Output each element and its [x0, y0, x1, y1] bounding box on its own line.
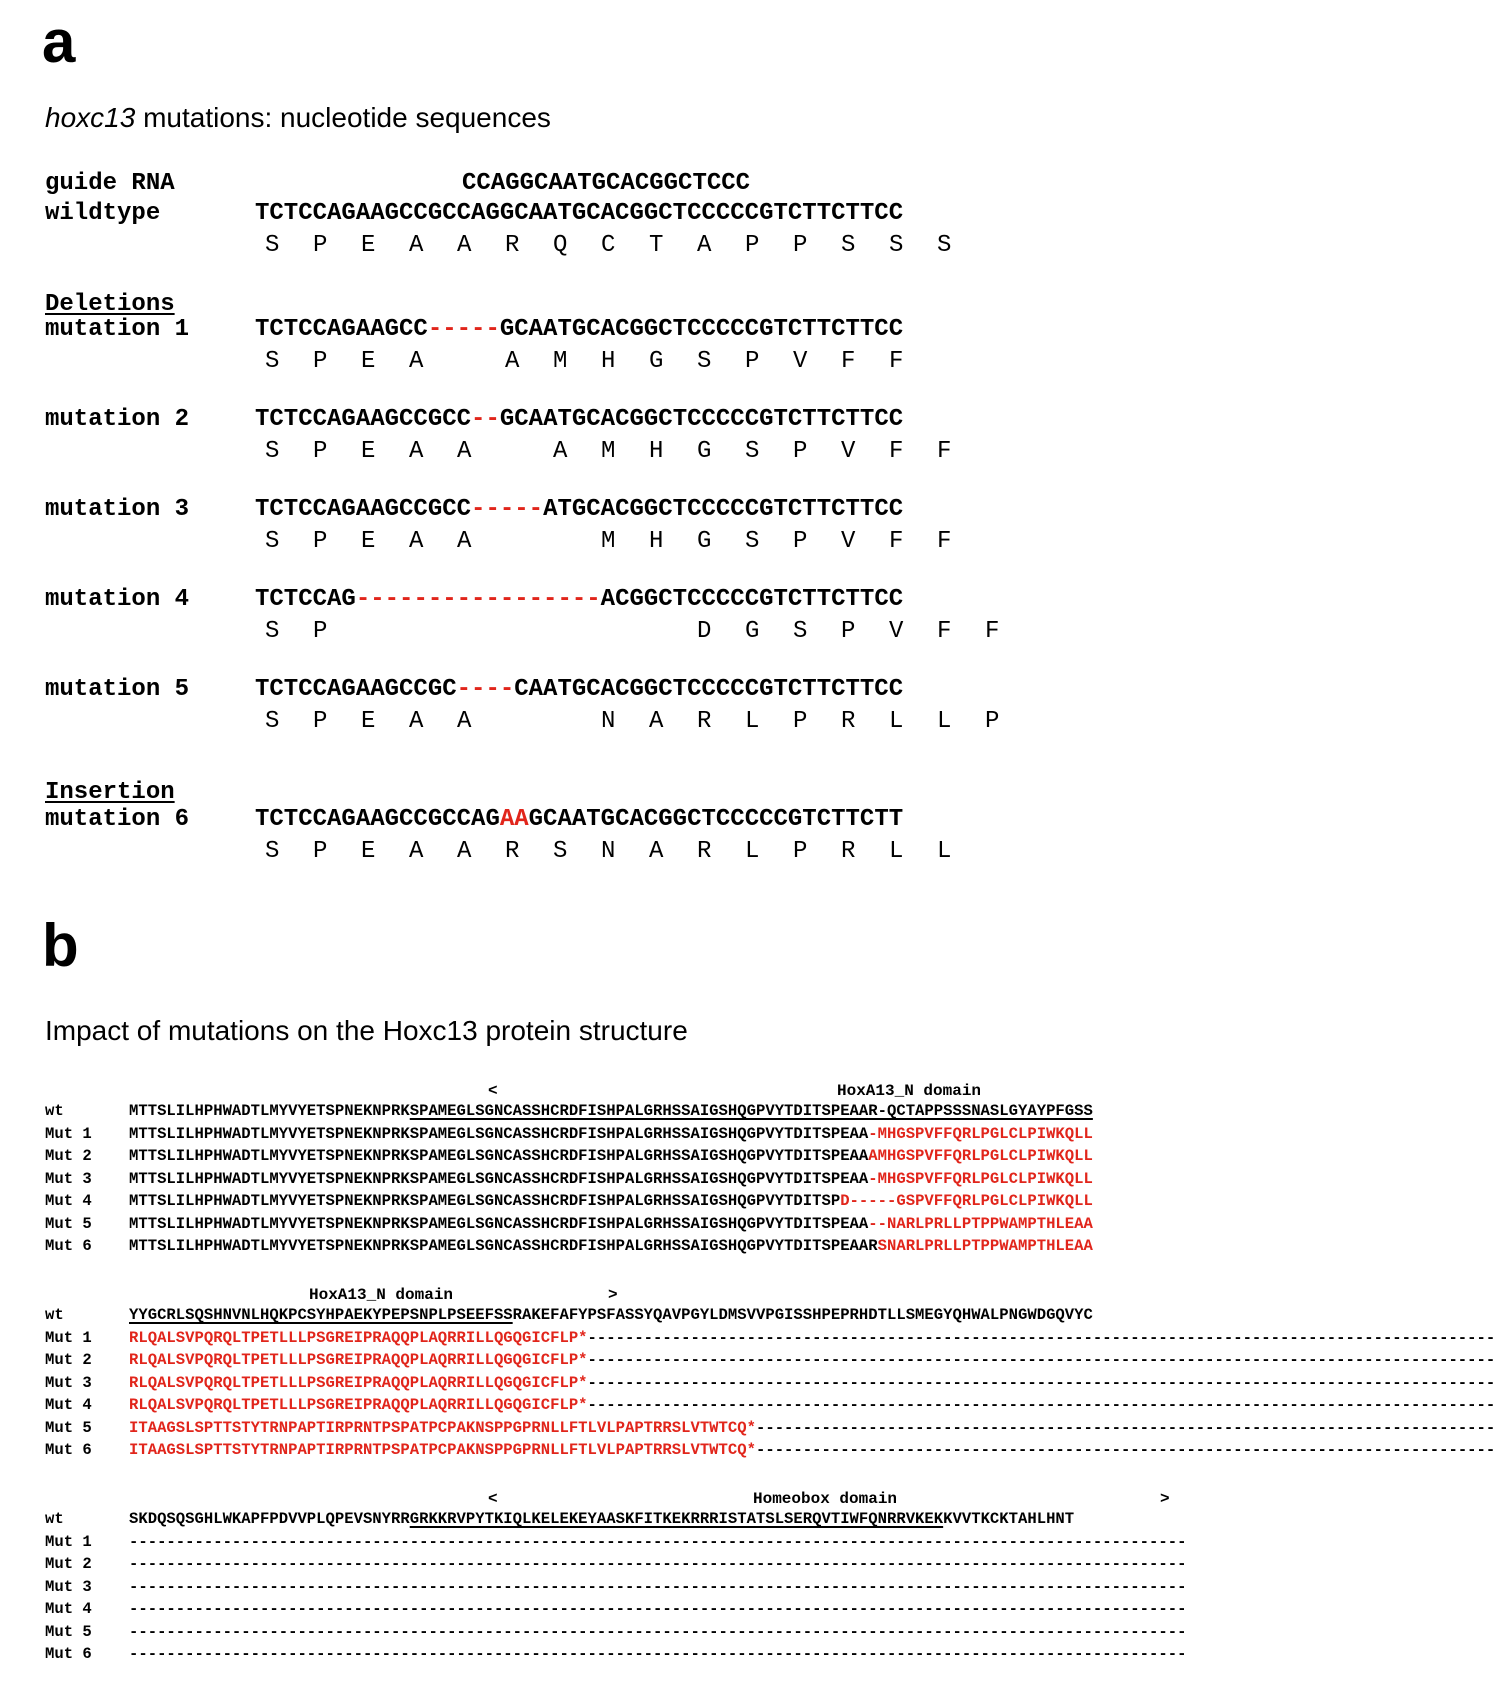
row-name: Mut 5 [45, 1214, 92, 1233]
panel-a-title-rest: mutations: nucleotide sequences [135, 102, 551, 133]
sequence-suffix: ATGCACGGCTCCCCCGTCTTCTTCC [543, 496, 904, 523]
frameshift-sequence: RLQALSVPQRQLTPETLLLPSGREIPRAQQPLAQRRILLQGQGICFLP* [129, 1328, 588, 1347]
truncation-dashes: ------------------------------------------------------------------------------------------------- [587, 1396, 1495, 1414]
row-name: Mut 2 [45, 1147, 92, 1165]
truncation-dashes: ----------------------------------------------------------------------------------------------------------------- [129, 1622, 1187, 1641]
insertion-header: Insertion [45, 779, 175, 806]
row-name: Mut 4 [45, 1192, 92, 1210]
conserved-sequence: MTTSLILHPHWADTLMYVYETSPNEKNPRKSPAMEGLSGNCASSHCRDFISHPALGRHSSAIGSHQGPVYTDITSPEAAR [129, 1237, 878, 1255]
panel-b-letter: b [42, 912, 79, 979]
wt-sequence: SKDQSQSGHLWKAPFPDVVPLQPEVSNYRR [129, 1510, 410, 1528]
wildtype-sequence: TCTCCAGAAGCCGCCAGGCAATGCACGGCTCCCCCGTCTTCTTCC [255, 200, 904, 227]
row-name: wt [45, 1102, 64, 1120]
conserved-sequence: MTTSLILHPHWADTLMYVYETSPNEKNPRKSPAMEGLSGNCASSHCRDFISHPALGRHSSAIGSHQGPVYTDITSPEAA [129, 1147, 869, 1165]
truncation-dashes: ----------------------------------------------------------------------------------------------------------------- [129, 1577, 1187, 1596]
frameshift-sequence: -MHGSPVFFQRLPGLCLPIWKQLL [868, 1124, 1093, 1143]
sequence-suffix: ACGGCTCCCCCGTCTTCTTCC [600, 586, 904, 613]
frameshift-sequence: -MHGSPVFFQRLPGLCLPIWKQLL [868, 1169, 1093, 1188]
guide-rna-label: guide RNA [45, 170, 175, 197]
row-name: Mut 4 [45, 1396, 92, 1414]
mutation-sequence [255, 678, 903, 702]
mutation-sequence [255, 588, 903, 612]
mut-sequence-block1 [129, 1194, 1093, 1210]
mutation-aa: SPEAARSNARLPRLL [265, 838, 986, 865]
homeobox-domain-label: Homeobox domain [753, 1490, 898, 1508]
frameshift-sequence: ITAAGSLSPTTSTYTRNPAPTIRPRNTPSPATPCPAKNSPPGPRNLLFTLVLPAPTRRSLVTWTCQ* [129, 1418, 756, 1437]
sequence-suffix: GCAATGCACGGCTCCCCCGTCTTCTT [528, 806, 904, 833]
sequence-suffix: GCAATGCACGGCTCCCCCGTCTTCTTCC [499, 406, 904, 433]
truncation-dashes: ----------------------------------------------------------------------------------------------------------------- [129, 1600, 1187, 1618]
mutation-label: mutation 4 [45, 586, 190, 613]
hoxa13-domain-label: HoxA13_N domain [837, 1082, 982, 1100]
insertion-mark: AA [499, 806, 529, 833]
sequence-prefix: TCTCCAGAAGCCGCC [255, 496, 472, 523]
row-name: wt [45, 1510, 64, 1528]
row-name: Mut 5 [45, 1622, 92, 1641]
row-name: Mut 1 [45, 1124, 92, 1143]
mutation-aa: SPEA AMHGSPVFF [265, 348, 938, 375]
row-name: Mut 3 [45, 1373, 92, 1392]
sequence-prefix: TCTCCAGAAGCC [255, 316, 428, 343]
deletion-mark: ----------------- [355, 586, 601, 613]
mutation-sequence [255, 318, 903, 342]
mut-sequence-block2 [129, 1443, 1495, 1459]
mut-sequence-block1 [129, 1124, 1093, 1143]
mut-sequence-block1 [129, 1239, 1093, 1255]
frameshift-sequence: D-----GSPVFFQRLPGLCLPIWKQLL [840, 1192, 1093, 1210]
hoxa13-domain-region: YYGCRLSQSHNVNLHQKPCSYHPAEKYPEPSNPLPSEEFSS [129, 1306, 513, 1324]
sequence-prefix: TCTCCAGAAGCCGC [255, 676, 457, 703]
sequence-suffix: CAATGCACGGCTCCCCCGTCTTCTTCC [514, 676, 904, 703]
gene-name: hoxc13 [45, 102, 136, 133]
wildtype-aa: SPEAARQCTAPPSSS [265, 232, 986, 259]
truncation-dashes: ------------------------------------------------------------------------------------------------- [587, 1328, 1495, 1347]
wildtype-label: wildtype [45, 200, 161, 227]
sequence-prefix: TCTCCAGAAGCCGCCAG [255, 806, 500, 833]
mutation-sequence [255, 808, 903, 832]
mut-sequence-block1 [129, 1169, 1093, 1188]
domain-open-marker: < [488, 1082, 498, 1100]
wt-sequence-block1 [129, 1104, 1093, 1120]
mut-sequence-block2 [129, 1418, 1495, 1437]
panel-a-title [45, 104, 551, 132]
frameshift-sequence: RLQALSVPQRQLTPETLLLPSGREIPRAQQPLAQRRILLQGQGICFLP* [129, 1373, 588, 1392]
wt-sequence-block3 [129, 1512, 1074, 1528]
frameshift-sequence: AMHGSPVFFQRLPGLCLPIWKQLL [868, 1147, 1093, 1165]
panel-a-letter: a [42, 8, 76, 75]
sequence-suffix: GCAATGCACGGCTCCCCCGTCTTCTTCC [499, 316, 904, 343]
conserved-sequence: MTTSLILHPHWADTLMYVYETSPNEKNPRKSPAMEGLSGNCASSHCRDFISHPALGRHSSAIGSHQGPVYTDITSP [129, 1192, 841, 1210]
mut-sequence-block2 [129, 1373, 1495, 1392]
mutation-label: mutation 2 [45, 406, 190, 433]
frameshift-sequence: ITAAGSLSPTTSTYTRNPAPTIRPRNTPSPATPCPAKNSPPGPRNLLFTLVLPAPTRRSLVTWTCQ* [129, 1441, 756, 1459]
row-name: Mut 3 [45, 1577, 92, 1596]
hoxa13-domain-label-2: HoxA13_N domain [309, 1286, 454, 1304]
homeobox-open-marker: < [488, 1490, 498, 1508]
row-name: wt [45, 1306, 64, 1324]
conserved-sequence: MTTSLILHPHWADTLMYVYETSPNEKNPRKSPAMEGLSGNCASSHCRDFISHPALGRHSSAIGSHQGPVYTDITSPEAA [129, 1124, 869, 1143]
row-name: Mut 6 [45, 1645, 92, 1663]
mut-sequence-block1 [129, 1149, 1093, 1165]
truncation-dashes: ----------------------------------------------------------------------------------------------------------------- [129, 1532, 1187, 1551]
row-name: Mut 2 [45, 1555, 92, 1573]
truncation-dashes: ------------------------------------------------------------------------------- [755, 1441, 1495, 1459]
deletion-mark: ---- [456, 676, 515, 703]
deletion-mark: ----- [471, 496, 544, 523]
mutation-sequence [255, 408, 903, 432]
hoxa13-domain-region: SPAMEGLSGNCASSHCRDFISHPALGRHSSAIGSHQGPVYTDITSPEAAR-QCTAPPSSSNASLGYAYPFGSS [409, 1102, 1093, 1120]
frameshift-sequence: SNARLPRLLPTPPWAMPTHLEAA [877, 1237, 1093, 1255]
homeobox-domain-region: GRKKRVPYTKIQLKELEKEYAASKFITKEKRRRISTATSLSERQVTIWFQNRRVKEK [409, 1510, 944, 1528]
row-name: Mut 6 [45, 1237, 92, 1255]
row-name: Mut 5 [45, 1418, 92, 1437]
truncation-dashes: ------------------------------------------------------------------------------------------------- [587, 1373, 1495, 1392]
mut-sequence-block2 [129, 1398, 1495, 1414]
truncation-dashes: ------------------------------------------------------------------------------------------------- [587, 1351, 1495, 1369]
mutation-label: mutation 3 [45, 496, 190, 523]
frameshift-sequence: RLQALSVPQRQLTPETLLLPSGREIPRAQQPLAQRRILLQGQGICFLP* [129, 1396, 588, 1414]
panel-b-title: Impact of mutations on the Hoxc13 protein structure [45, 1015, 688, 1046]
mutation-label: mutation 1 [45, 316, 190, 343]
mut-sequence-block1 [129, 1214, 1093, 1233]
mutation-sequence [255, 498, 903, 522]
deletions-header: Deletions [45, 291, 175, 318]
mutation-label: mutation 5 [45, 676, 190, 703]
domain-close-marker: > [608, 1286, 618, 1304]
row-name: Mut 3 [45, 1169, 92, 1188]
mutation-aa: SPEAA NARLPRLLP [265, 708, 1034, 735]
mutation-aa: SPEAA MHGSPVFF [265, 528, 986, 555]
wt-sequence: RAKEFAFYPSFASSYQAVPGYLDMSVVPGISSHPEPRHDTLLSMEGYQHWALPNGWDGQVYC [512, 1306, 1093, 1324]
row-name: Mut 2 [45, 1351, 92, 1369]
guide-rna-sequence: CCAGGCAATGCACGGCTCCC [462, 170, 751, 197]
mutation-label: mutation 6 [45, 806, 190, 833]
frameshift-sequence: RLQALSVPQRQLTPETLLLPSGREIPRAQQPLAQRRILLQGQGICFLP* [129, 1351, 588, 1369]
sequence-prefix: TCTCCAG [255, 586, 356, 613]
truncation-dashes: ------------------------------------------------------------------------------- [755, 1418, 1495, 1437]
wt-sequence-block2 [129, 1308, 1093, 1324]
frameshift-sequence: --NARLPRLLPTPPWAMPTHLEAA [868, 1214, 1093, 1233]
row-name: Mut 1 [45, 1532, 92, 1551]
row-name: Mut 6 [45, 1441, 92, 1459]
row-name: Mut 4 [45, 1600, 92, 1618]
homeobox-close-marker: > [1160, 1490, 1170, 1508]
deletion-mark: ----- [427, 316, 500, 343]
wt-c-terminal: KVVTKCKTAHLHNT [943, 1510, 1075, 1528]
mut-sequence-block2 [129, 1353, 1495, 1369]
sequence-prefix: TCTCCAGAAGCCGCC [255, 406, 472, 433]
row-name: Mut 1 [45, 1328, 92, 1347]
truncation-dashes: ----------------------------------------------------------------------------------------------------------------- [129, 1645, 1187, 1663]
wt-n-terminal: MTTSLILHPHWADTLMYVYETSPNEKNPRK [129, 1102, 410, 1120]
mutation-aa: SPEAA AMHGSPVFF [265, 438, 986, 465]
truncation-dashes: ----------------------------------------------------------------------------------------------------------------- [129, 1555, 1187, 1573]
mut-sequence-block2 [129, 1328, 1495, 1347]
mutation-aa: SP DGSPVFF [265, 618, 1034, 645]
conserved-sequence: MTTSLILHPHWADTLMYVYETSPNEKNPRKSPAMEGLSGNCASSHCRDFISHPALGRHSSAIGSHQGPVYTDITSPEAA [129, 1169, 869, 1188]
deletion-mark: -- [471, 406, 500, 433]
conserved-sequence: MTTSLILHPHWADTLMYVYETSPNEKNPRKSPAMEGLSGNCASSHCRDFISHPALGRHSSAIGSHQGPVYTDITSPEAA [129, 1214, 869, 1233]
